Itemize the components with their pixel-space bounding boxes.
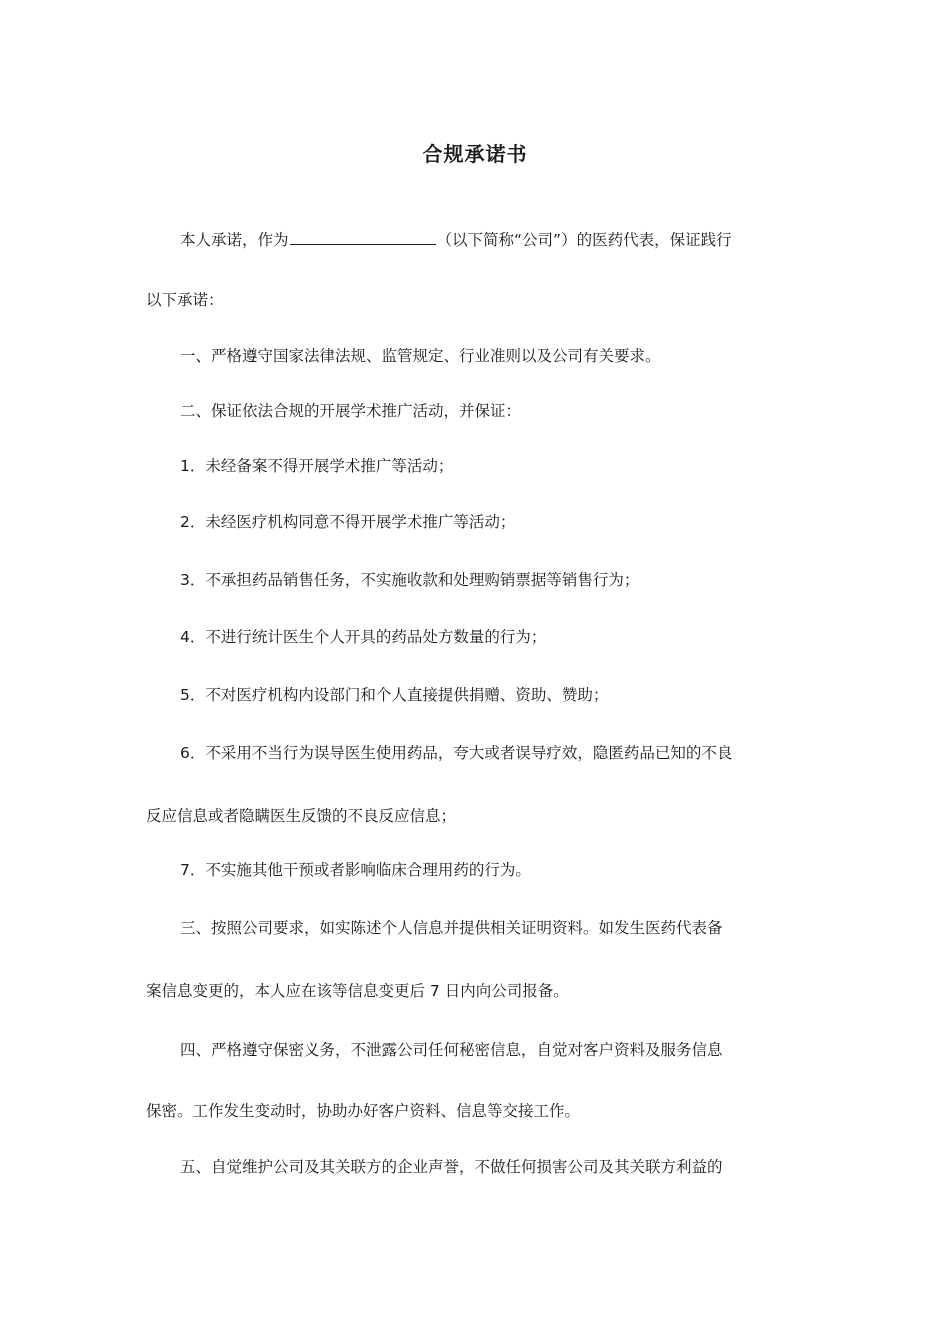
sub-item-6-line-2: 反应信息或者隐瞒医生反馈的不良反应信息； xyxy=(146,807,457,825)
document-title: 合规承诺书 xyxy=(422,142,528,166)
intro-line-2: 以下承诺： xyxy=(146,291,224,309)
commitment-item-3-line-1: 三、按照公司要求，如实陈述个人信息并提供相关证明资料。如发生医药代表备 xyxy=(180,919,723,937)
commitment-item-2: 二、保证依法合规的开展学术推广活动，并保证： xyxy=(180,402,522,420)
sub-item-1: 1．未经备案不得开展学术推广等活动； xyxy=(180,457,454,475)
sub-item-5: 5．不对医疗机构内设部门和个人直接提供捐赠、资助、赞助； xyxy=(180,686,609,704)
sub-item-6-line-1: 6．不采用不当行为误导医生使用药品，夸大或者误导疗效，隐匿药品已知的不良 xyxy=(180,744,733,762)
sub-item-4: 4．不进行统计医生个人开具的药品处方数量的行为； xyxy=(180,628,547,646)
commitment-item-3-line-2: 案信息变更的，本人应在该等信息变更后 7 日内向公司报备。 xyxy=(146,982,569,1000)
intro-before-blank: 本人承诺，作为 xyxy=(180,231,289,249)
commitment-item-4-line-2: 保密。工作发生变动时，协助办好客户资料、信息等交接工作。 xyxy=(146,1102,581,1120)
company-name-blank xyxy=(290,228,436,245)
sub-item-3: 3．不承担药品销售任务，不实施收款和处理购销票据等销售行为； xyxy=(180,571,640,589)
intro-line-1 xyxy=(180,228,732,251)
sub-item-2: 2．未经医疗机构同意不得开展学术推广等活动； xyxy=(180,513,516,531)
intro-after-blank: （以下简称“公司”）的医药代表，保证践行 xyxy=(436,231,732,249)
sub-item-7: 7．不实施其他干预或者影响临床合理用药的行为。 xyxy=(180,861,531,879)
commitment-item-5-line-1: 五、自觉维护公司及其关联方的企业声誉，不做任何损害公司及其关联方利益的 xyxy=(180,1158,723,1176)
commitment-item-4-line-1: 四、严格遵守保密义务，不泄露公司任何秘密信息，自觉对客户资料及服务信息 xyxy=(180,1041,723,1059)
commitment-item-1: 一、严格遵守国家法律法规、监管规定、行业准则以及公司有关要求。 xyxy=(180,347,661,365)
